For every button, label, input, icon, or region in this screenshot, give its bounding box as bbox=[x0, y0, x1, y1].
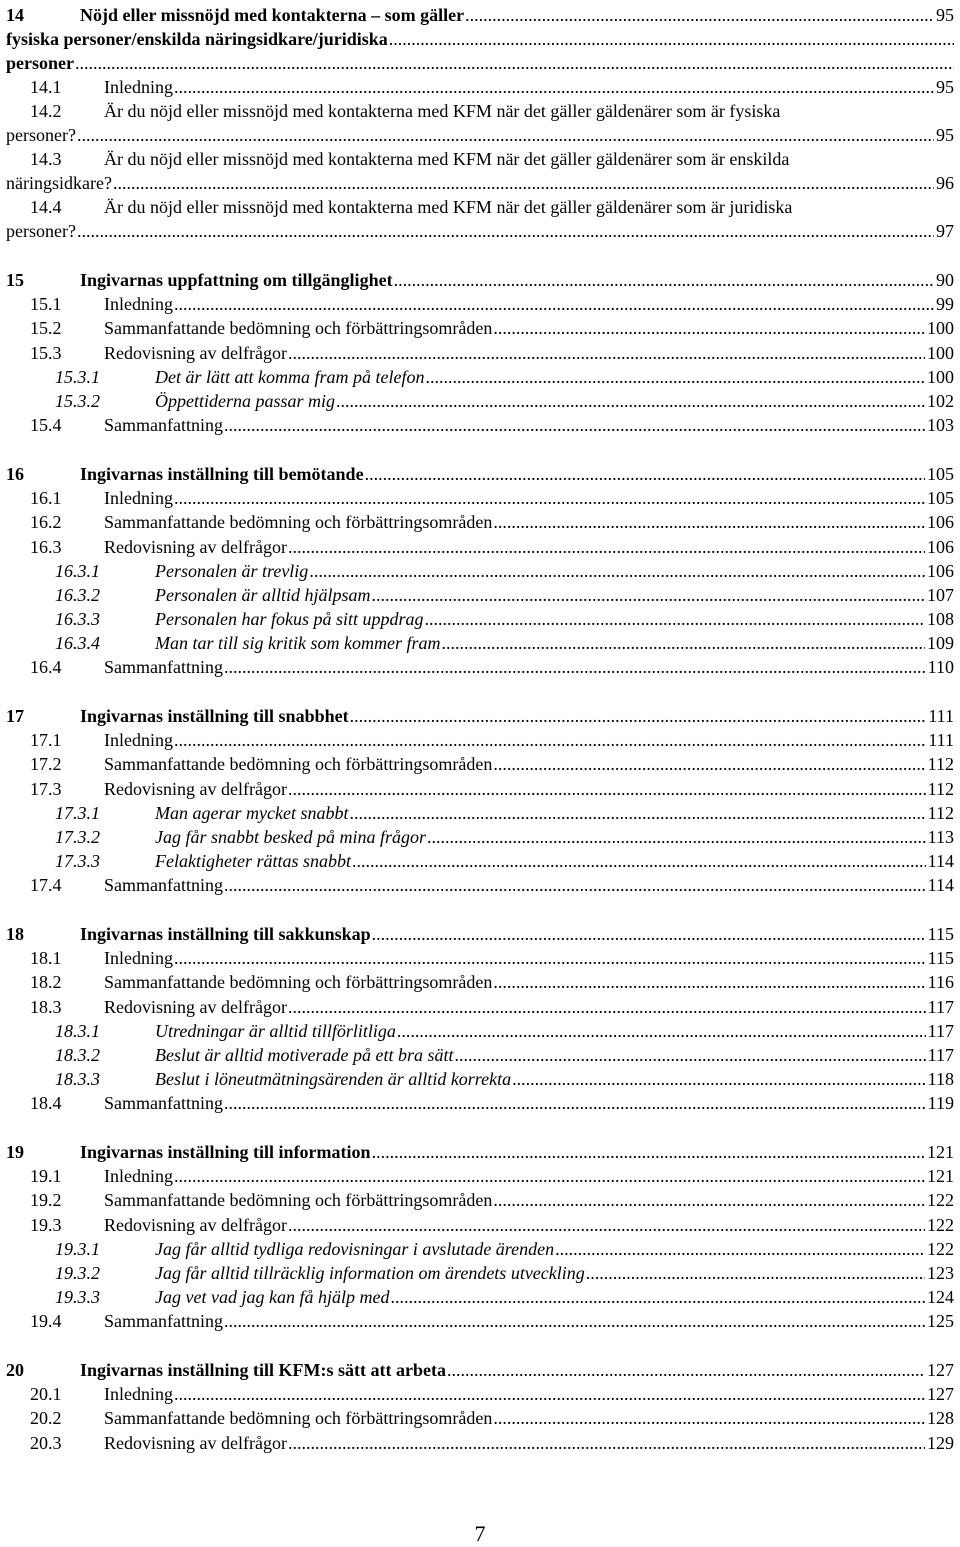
toc-entry-title: Inledning bbox=[104, 730, 173, 750]
toc-entry[interactable] bbox=[0, 1431, 960, 1455]
toc-entry-page: 115 bbox=[927, 924, 954, 944]
toc-entry-number: 16.1 bbox=[30, 488, 62, 508]
dot-leader bbox=[352, 849, 926, 873]
toc-entry-title: Jag vet vad jag kan få hjälp med bbox=[155, 1287, 390, 1307]
toc-entry[interactable] bbox=[0, 316, 960, 340]
toc-entry-title: Sammanfattning bbox=[104, 657, 223, 677]
toc-entry-title: Inledning bbox=[104, 1384, 173, 1404]
toc-entry-title: Sammanfattning bbox=[104, 875, 223, 895]
toc-entry-number: 15 bbox=[6, 270, 24, 290]
toc-entry-title: Sammanfattande bedömning och förbättringsområden bbox=[104, 754, 493, 774]
dot-leader bbox=[493, 752, 925, 776]
toc-entry[interactable] bbox=[0, 147, 960, 171]
toc-entry-number: 16 bbox=[6, 464, 24, 484]
toc-entry-page: 127 bbox=[927, 1384, 954, 1404]
toc-entry[interactable] bbox=[0, 1358, 960, 1382]
toc-entry-page: 123 bbox=[927, 1263, 954, 1283]
toc-entry[interactable] bbox=[0, 631, 960, 655]
toc-entry[interactable] bbox=[0, 1067, 960, 1091]
toc-entry-title: Jag får alltid tillräcklig information om ärendets utveckling bbox=[155, 1263, 585, 1283]
toc-entry-title: Man tar till sig kritik som kommer fram bbox=[155, 633, 441, 653]
toc-entry-title: Redovisning av delfrågor bbox=[104, 537, 287, 557]
toc-entry[interactable] bbox=[0, 752, 960, 776]
toc-entry[interactable] bbox=[0, 1188, 960, 1212]
toc-entry[interactable] bbox=[0, 849, 960, 873]
toc-entry[interactable] bbox=[0, 389, 960, 413]
dot-leader bbox=[77, 123, 934, 147]
toc-entry-page: 90 bbox=[936, 270, 954, 290]
toc-entry-title: Ingivarnas inställning till KFM:s sätt att arbeta bbox=[80, 1360, 447, 1380]
toc-entry-number: 14.4 bbox=[30, 197, 62, 217]
toc-entry-number: 16.3.3 bbox=[55, 609, 100, 629]
toc-entry-number: 19.3.2 bbox=[55, 1263, 100, 1283]
toc-entry[interactable] bbox=[0, 1019, 960, 1043]
dot-leader bbox=[174, 1164, 925, 1188]
toc-entry[interactable] bbox=[0, 123, 960, 147]
dot-leader bbox=[288, 995, 926, 1019]
toc-entry-page: 105 bbox=[927, 464, 954, 484]
toc-entry-number: 14.3 bbox=[30, 149, 62, 169]
toc-entry[interactable] bbox=[0, 171, 960, 195]
toc-entry-title: Sammanfattande bedömning och förbättringsområden bbox=[104, 1190, 493, 1210]
toc-entry-page: 112 bbox=[927, 779, 954, 799]
toc-entry-page: 121 bbox=[927, 1142, 954, 1162]
dot-leader bbox=[224, 873, 926, 897]
dot-leader bbox=[493, 316, 925, 340]
toc-entry-number: 20.1 bbox=[30, 1384, 62, 1404]
toc-entry-title: Sammanfattande bedömning och förbättringsområden bbox=[104, 318, 493, 338]
dot-leader bbox=[372, 1140, 925, 1164]
dot-leader bbox=[288, 1213, 925, 1237]
toc-entry-page: 119 bbox=[927, 1093, 954, 1113]
toc-entry-page: 122 bbox=[927, 1239, 954, 1259]
toc-entry-page: 114 bbox=[927, 875, 954, 895]
toc-entry-number: 19.2 bbox=[30, 1190, 62, 1210]
toc-entry-page: 109 bbox=[927, 633, 954, 653]
dot-leader bbox=[350, 704, 927, 728]
dot-leader bbox=[555, 1237, 925, 1261]
toc-entry-number: 20 bbox=[6, 1360, 24, 1380]
toc-entry-title: Sammanfattning bbox=[104, 1311, 223, 1331]
toc-entry-number: 19.1 bbox=[30, 1166, 62, 1186]
toc-entry-title: Är du nöjd eller missnöjd med kontakterna med KFM när det gäller gäldenärer som är enskilda bbox=[104, 149, 790, 169]
dot-leader bbox=[493, 970, 925, 994]
toc-entry-title: Man agerar mycket snabbt bbox=[155, 803, 349, 823]
toc-entry-number: 15.3 bbox=[30, 343, 62, 363]
dot-leader bbox=[288, 777, 926, 801]
toc-entry[interactable] bbox=[0, 1091, 960, 1115]
toc-entry-page: 97 bbox=[936, 221, 954, 241]
toc-entry[interactable] bbox=[0, 341, 960, 365]
dot-leader bbox=[224, 655, 926, 679]
toc-entry[interactable] bbox=[0, 607, 960, 631]
toc-entry-title: Sammanfattning bbox=[104, 415, 223, 435]
dot-leader bbox=[336, 389, 925, 413]
toc-entry-number: 18.3.1 bbox=[55, 1021, 100, 1041]
toc-entry-page: 111 bbox=[928, 706, 954, 726]
dot-leader bbox=[224, 1309, 925, 1333]
toc-entry[interactable] bbox=[0, 1382, 960, 1406]
toc-entry-number: 18.1 bbox=[30, 948, 62, 968]
toc-entry[interactable] bbox=[0, 365, 960, 389]
toc-entry-number: 18.4 bbox=[30, 1093, 62, 1113]
toc-entry-title: Inledning bbox=[104, 1166, 173, 1186]
toc-entry-title: personer? bbox=[6, 221, 76, 241]
dot-leader bbox=[447, 1358, 925, 1382]
toc-entry-page: 106 bbox=[927, 537, 954, 557]
toc-entry-number: 16.3.1 bbox=[55, 561, 100, 581]
toc-entry-page: 128 bbox=[927, 1408, 954, 1428]
toc-entry-page: 95 bbox=[936, 5, 954, 25]
dot-leader bbox=[493, 1188, 925, 1212]
toc-entry-page: 95 bbox=[936, 77, 954, 97]
toc-entry-page: 111 bbox=[928, 730, 954, 750]
toc-entry-number: 20.3 bbox=[30, 1433, 62, 1453]
toc-entry[interactable] bbox=[0, 510, 960, 534]
toc-entry-number: 15.3.2 bbox=[55, 391, 100, 411]
toc-entry[interactable] bbox=[0, 728, 960, 752]
toc-entry-title: Sammanfattande bedömning och förbättringsområden bbox=[104, 1408, 493, 1428]
toc-entry-number: 17 bbox=[6, 706, 24, 726]
toc-entry-page: 124 bbox=[927, 1287, 954, 1307]
toc-entry-title: näringsidkare? bbox=[6, 173, 112, 193]
toc-entry-number: 18.3.2 bbox=[55, 1045, 100, 1065]
toc-entry-title: Nöjd eller missnöjd med kontakterna – som gäller bbox=[80, 5, 465, 25]
toc-entry-number: 15.2 bbox=[30, 318, 62, 338]
toc-entry[interactable] bbox=[0, 195, 960, 219]
toc-entry-number: 17.3.3 bbox=[55, 851, 100, 871]
dot-leader bbox=[586, 1261, 925, 1285]
toc-entry[interactable] bbox=[0, 946, 960, 970]
toc-entry-number: 14.1 bbox=[30, 77, 62, 97]
toc-entry-number: 18 bbox=[6, 924, 24, 944]
toc-entry-title: Beslut är alltid motiverade på ett bra sätt bbox=[155, 1045, 454, 1065]
toc-entry-page: 113 bbox=[927, 827, 954, 847]
toc-entry-number: 19.3.1 bbox=[55, 1239, 100, 1259]
dot-leader bbox=[493, 510, 925, 534]
toc-entry-number: 14.2 bbox=[30, 101, 62, 121]
toc-entry[interactable] bbox=[0, 655, 960, 679]
toc-entry[interactable] bbox=[0, 704, 960, 728]
toc-entry[interactable] bbox=[0, 292, 960, 316]
toc-entry[interactable] bbox=[0, 583, 960, 607]
toc-entry-title: Jag får snabbt besked på mina frågor bbox=[155, 827, 426, 847]
toc-entry-page: 110 bbox=[927, 657, 954, 677]
toc-entry[interactable] bbox=[0, 219, 960, 243]
toc-entry-number: 15.1 bbox=[30, 294, 62, 314]
toc-entry-title: Utredningar är alltid tillförlitliga bbox=[155, 1021, 396, 1041]
toc-entry[interactable] bbox=[0, 486, 960, 510]
dot-leader bbox=[512, 1067, 926, 1091]
toc-entry[interactable] bbox=[0, 268, 960, 292]
toc-entry-title: fysiska personer/enskilda näringsidkare/juridiska bbox=[6, 29, 388, 49]
toc-entry-page: 100 bbox=[927, 318, 954, 338]
toc-entry-page: 117 bbox=[927, 997, 954, 1017]
toc-entry-number: 15.4 bbox=[30, 415, 62, 435]
toc-entry-page: 129 bbox=[927, 1433, 954, 1453]
dot-leader bbox=[174, 486, 925, 510]
toc-entry-page: 102 bbox=[927, 391, 954, 411]
toc-entry-page: 96 bbox=[936, 173, 954, 193]
toc-entry-page: 114 bbox=[927, 851, 954, 871]
toc-entry-number: 19.3 bbox=[30, 1215, 62, 1235]
toc-entry[interactable] bbox=[0, 75, 960, 99]
dot-leader bbox=[349, 801, 925, 825]
toc-entry-number: 18.3 bbox=[30, 997, 62, 1017]
dot-leader bbox=[425, 607, 926, 631]
toc-entry-page: 100 bbox=[927, 367, 954, 387]
toc-entry-number: 17.3 bbox=[30, 779, 62, 799]
dot-leader bbox=[425, 365, 925, 389]
toc-entry-page: 105 bbox=[927, 488, 954, 508]
toc-entry-page: 122 bbox=[927, 1190, 954, 1210]
toc-entry-page: 108 bbox=[927, 609, 954, 629]
dot-leader bbox=[224, 413, 925, 437]
toc-entry-number: 14 bbox=[6, 5, 24, 25]
dot-leader bbox=[288, 341, 925, 365]
toc-entry-title: Personalen har fokus på sitt uppdrag bbox=[155, 609, 424, 629]
toc-entry-title: Inledning bbox=[104, 77, 173, 97]
dot-leader bbox=[390, 1285, 925, 1309]
toc-entry[interactable] bbox=[0, 970, 960, 994]
toc-entry-number: 19.4 bbox=[30, 1311, 62, 1331]
dot-leader bbox=[288, 535, 925, 559]
page-number: 7 bbox=[474, 1521, 486, 1546]
dot-leader bbox=[224, 1091, 926, 1115]
dot-leader bbox=[372, 922, 926, 946]
dot-leader bbox=[365, 462, 925, 486]
toc-entry[interactable] bbox=[0, 801, 960, 825]
toc-entry[interactable] bbox=[0, 1309, 960, 1333]
toc-entry[interactable] bbox=[0, 51, 960, 75]
dot-leader bbox=[75, 51, 954, 75]
toc-entry[interactable] bbox=[0, 1213, 960, 1237]
toc-entry-title: Inledning bbox=[104, 488, 173, 508]
dot-leader bbox=[465, 3, 934, 27]
dot-leader bbox=[288, 1431, 925, 1455]
toc-entry-number: 17.1 bbox=[30, 730, 62, 750]
toc-entry-number: 17.4 bbox=[30, 875, 62, 895]
toc-entry-page: 100 bbox=[927, 343, 954, 363]
toc-entry-page: 112 bbox=[927, 803, 954, 823]
toc-entry-title: personer bbox=[6, 53, 74, 73]
toc-entry-page: 112 bbox=[927, 754, 954, 774]
toc-entry-page: 127 bbox=[927, 1360, 954, 1380]
toc-entry-number: 15.3.1 bbox=[55, 367, 100, 387]
toc-entry-number: 18.2 bbox=[30, 972, 62, 992]
dot-leader bbox=[372, 583, 926, 607]
toc-entry-number: 17.3.1 bbox=[55, 803, 100, 823]
toc-entry-title: Ingivarnas inställning till information bbox=[80, 1142, 371, 1162]
dot-leader bbox=[454, 1043, 925, 1067]
dot-leader bbox=[174, 1382, 925, 1406]
toc-entry-title: Det är lätt att komma fram på telefon bbox=[155, 367, 425, 387]
dot-leader bbox=[493, 1406, 925, 1430]
toc-entry[interactable] bbox=[0, 995, 960, 1019]
toc-entry-title: Ingivarnas inställning till bemötande bbox=[80, 464, 364, 484]
toc-entry[interactable] bbox=[0, 922, 960, 946]
toc-entry[interactable] bbox=[0, 3, 960, 27]
toc-entry-number: 17.2 bbox=[30, 754, 62, 774]
toc-entry[interactable] bbox=[0, 1406, 960, 1430]
toc-entry-number: 16.3 bbox=[30, 537, 62, 557]
dot-leader bbox=[427, 825, 926, 849]
toc-entry[interactable] bbox=[0, 777, 960, 801]
toc-entry-title: Ingivarnas inställning till snabbhet bbox=[80, 706, 349, 726]
toc-entry-title: Sammanfattande bedömning och förbättringsområden bbox=[104, 972, 493, 992]
toc-entry-title: Redovisning av delfrågor bbox=[104, 779, 287, 799]
toc-entry[interactable] bbox=[0, 1285, 960, 1309]
toc-entry-number: 16.2 bbox=[30, 512, 62, 532]
toc-entry-number: 19.3.3 bbox=[55, 1287, 100, 1307]
dot-leader bbox=[174, 728, 926, 752]
dot-leader bbox=[174, 946, 926, 970]
dot-leader bbox=[397, 1019, 926, 1043]
toc-entry-title: Felaktigheter rättas snabbt bbox=[155, 851, 351, 871]
toc-entry-title: Personalen är trevlig bbox=[155, 561, 309, 581]
toc-entry-title: Jag får alltid tydliga redovisningar i avslutade ärenden bbox=[155, 1239, 555, 1259]
dot-leader bbox=[77, 219, 934, 243]
toc-entry[interactable] bbox=[0, 559, 960, 583]
toc-entry-number: 20.2 bbox=[30, 1408, 62, 1428]
dot-leader bbox=[442, 631, 926, 655]
toc-entry-number: 17.3.2 bbox=[55, 827, 100, 847]
toc-entry-title: Redovisning av delfrågor bbox=[104, 1215, 287, 1235]
toc-entry-page: 95 bbox=[936, 125, 954, 145]
toc-entry[interactable] bbox=[0, 1237, 960, 1261]
toc-entry-title: Beslut i löneutmätningsärenden är alltid korrekta bbox=[155, 1069, 512, 1089]
toc-entry-page: 117 bbox=[927, 1021, 954, 1041]
dot-leader bbox=[394, 268, 934, 292]
toc-entry-title: Öppettiderna passar mig bbox=[155, 391, 335, 411]
toc-entry-page: 106 bbox=[927, 561, 954, 581]
toc-entry[interactable] bbox=[0, 825, 960, 849]
toc-entry-page: 116 bbox=[927, 972, 954, 992]
toc-entry-title: Ingivarnas inställning till sakkunskap bbox=[80, 924, 371, 944]
toc-entry-number: 18.3.3 bbox=[55, 1069, 100, 1089]
toc-entry[interactable] bbox=[0, 873, 960, 897]
dot-leader bbox=[113, 171, 934, 195]
dot-leader bbox=[174, 292, 934, 316]
toc-entry-title: Ingivarnas uppfattning om tillgänglighet bbox=[80, 270, 393, 290]
toc-entry-title: personer? bbox=[6, 125, 76, 145]
toc-entry-title: Inledning bbox=[104, 294, 173, 314]
toc-entry[interactable] bbox=[0, 1164, 960, 1188]
toc-entry-title: Redovisning av delfrågor bbox=[104, 997, 287, 1017]
toc-entry-page: 115 bbox=[927, 948, 954, 968]
toc-entry[interactable] bbox=[0, 27, 960, 51]
toc-entry-number: 16.3.4 bbox=[55, 633, 100, 653]
toc-entry-number: 16.3.2 bbox=[55, 585, 100, 605]
toc-entry-number: 19 bbox=[6, 1142, 24, 1162]
toc-entry-page: 125 bbox=[927, 1311, 954, 1331]
toc-entry[interactable] bbox=[0, 462, 960, 486]
toc-entry-page: 99 bbox=[936, 294, 954, 314]
toc-entry-page: 106 bbox=[927, 512, 954, 532]
toc-entry-title: Personalen är alltid hjälpsam bbox=[155, 585, 371, 605]
toc-entry-page: 117 bbox=[927, 1045, 954, 1065]
toc-entry-title: Redovisning av delfrågor bbox=[104, 343, 287, 363]
toc-entry-page: 107 bbox=[927, 585, 954, 605]
toc-entry-page: 122 bbox=[927, 1215, 954, 1235]
toc-entry[interactable] bbox=[0, 99, 960, 123]
dot-leader bbox=[309, 559, 925, 583]
toc-entry-title: Sammanfattning bbox=[104, 1093, 223, 1113]
toc-entry-title: Är du nöjd eller missnöjd med kontakterna med KFM när det gäller gäldenärer som är fysiska bbox=[104, 101, 781, 121]
toc-entry-title: Sammanfattande bedömning och förbättringsområden bbox=[104, 512, 493, 532]
toc-entry[interactable] bbox=[0, 1261, 960, 1285]
toc-entry[interactable] bbox=[0, 1043, 960, 1067]
dot-leader bbox=[389, 27, 954, 51]
toc-entry[interactable] bbox=[0, 1140, 960, 1164]
toc-entry-number: 16.4 bbox=[30, 657, 62, 677]
toc-entry-title: Redovisning av delfrågor bbox=[104, 1433, 287, 1453]
toc-entry-page: 118 bbox=[927, 1069, 954, 1089]
toc-entry[interactable] bbox=[0, 413, 960, 437]
dot-leader bbox=[174, 75, 934, 99]
toc-entry-page: 103 bbox=[927, 415, 954, 435]
toc-entry-page: 121 bbox=[927, 1166, 954, 1186]
toc-entry-title: Är du nöjd eller missnöjd med kontakterna med KFM när det gäller gäldenärer som är juridiska bbox=[104, 197, 793, 217]
toc-entry[interactable] bbox=[0, 535, 960, 559]
toc-entry-title: Inledning bbox=[104, 948, 173, 968]
